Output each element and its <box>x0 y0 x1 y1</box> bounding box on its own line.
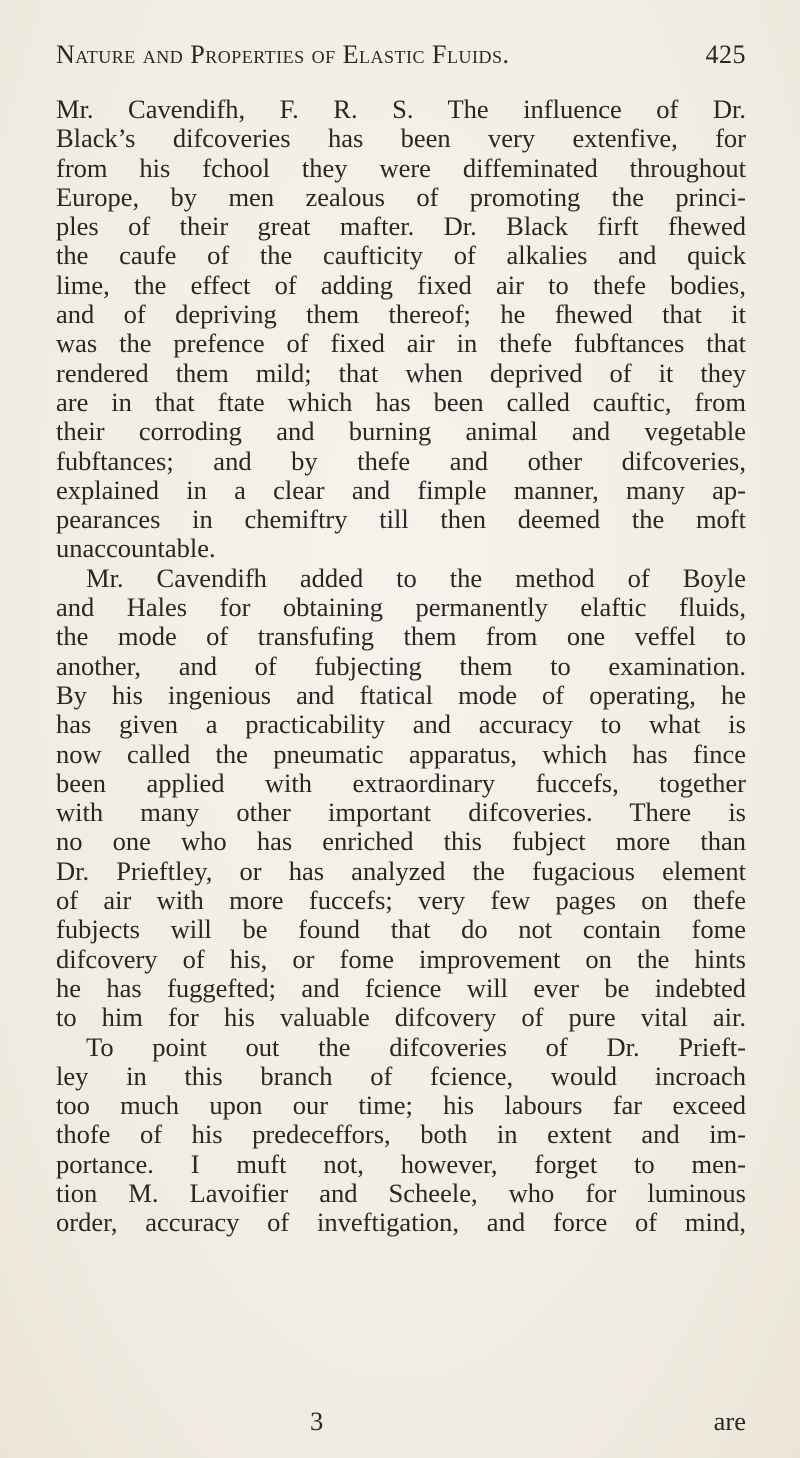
text-line: he has fuggefted; and fcience will ever be indebted <box>56 972 746 1003</box>
text-line: ples of their great mafter. Dr. Black firft fhewed <box>56 211 746 242</box>
text-line: been applied with extraordinary fuccefs, together <box>56 767 746 798</box>
text-line: Mr. Cavendifh added to the method of Boyle <box>86 562 746 593</box>
text-line: unaccountable. <box>56 533 216 564</box>
text-line: are in that ftate which has been called cauftic, from <box>56 386 746 417</box>
text-line: explained in a clear and fimple manner, many ap- <box>56 474 746 505</box>
text-line: the mode of transfufing them from one veffel to <box>56 621 746 652</box>
page-number: 425 <box>705 40 746 69</box>
text-line: fubftances; and by thefe and other difcoveries, <box>56 445 746 476</box>
text-line: to him for his valuable difcovery of pure vital air. <box>56 1002 746 1033</box>
text-line: portance. I muft not, however, forget to men- <box>56 1148 746 1179</box>
running-head-title: Nature and Properties of Elastic Fluids. <box>56 40 510 69</box>
text-line: difcovery of his, or fome improvement on the hints <box>56 943 746 974</box>
signature-mark: 3 <box>310 1406 324 1436</box>
text-line: rendered them mild; that when deprived of it they <box>56 357 746 388</box>
text-line: lime, the effect of adding fixed air to thefe bodies, <box>56 269 746 300</box>
catchword-line <box>56 1406 746 1436</box>
text-line: ley in this branch of fcience, would incroach <box>56 1060 746 1091</box>
text-line: another, and of fubjecting them to examination. <box>56 650 746 681</box>
text-line: and Hales for obtaining permanently elaftic fluids, <box>56 592 746 623</box>
text-line: Europe, by men zealous of promoting the princi- <box>56 181 746 212</box>
text-line: too much upon our time; his labours far exceed <box>56 1090 746 1121</box>
text-line: To point out the difcoveries of Dr. Prieft- <box>86 1031 746 1062</box>
catchword: are <box>713 1406 746 1436</box>
body-text <box>56 95 746 1238</box>
text-line: from his fchool they were diffeminated throughout <box>56 152 746 183</box>
text-line: pearances in chemiftry till then deemed the moft <box>56 504 746 535</box>
text-line: Mr. Cavendifh, F. R. S. The influence of Dr. <box>56 94 746 124</box>
text-line: Dr. Prieftley, or has analyzed the fugacious element <box>56 855 746 886</box>
text-line: and of depriving them thereof; he fhewed that it <box>56 299 746 330</box>
text-line: fubjects will be found that do not contain fome <box>56 914 746 945</box>
text-line: their corroding and burning animal and vegetable <box>56 416 746 447</box>
text-line: the caufe of the caufticity of alkalies and quick <box>56 240 746 271</box>
text-line: thofe of his predeceffors, both in extent and im- <box>56 1119 746 1150</box>
text-line: no one who has enriched this fubject more than <box>56 826 746 857</box>
text-line: now called the pneumatic apparatus, which has fince <box>56 738 746 769</box>
running-head <box>56 40 746 70</box>
text-line: with many other important difcoveries. There is <box>56 797 746 828</box>
text-line: was the prefence of fixed air in thefe fubftances that <box>56 328 746 359</box>
text-line: has given a practicability and accuracy to what is <box>56 709 746 740</box>
text-line: tion M. Lavoifier and Scheele, who for luminous <box>56 1177 746 1208</box>
text-line: By his ingenious and ftatical mode of operating, he <box>56 679 746 710</box>
text-line: order, accuracy of inveftigation, and force of mind, <box>56 1207 746 1238</box>
text-line: of air with more fuccefs; very few pages on thefe <box>56 885 746 916</box>
text-line: Black’s difcoveries has been very extenfive, for <box>56 123 746 154</box>
